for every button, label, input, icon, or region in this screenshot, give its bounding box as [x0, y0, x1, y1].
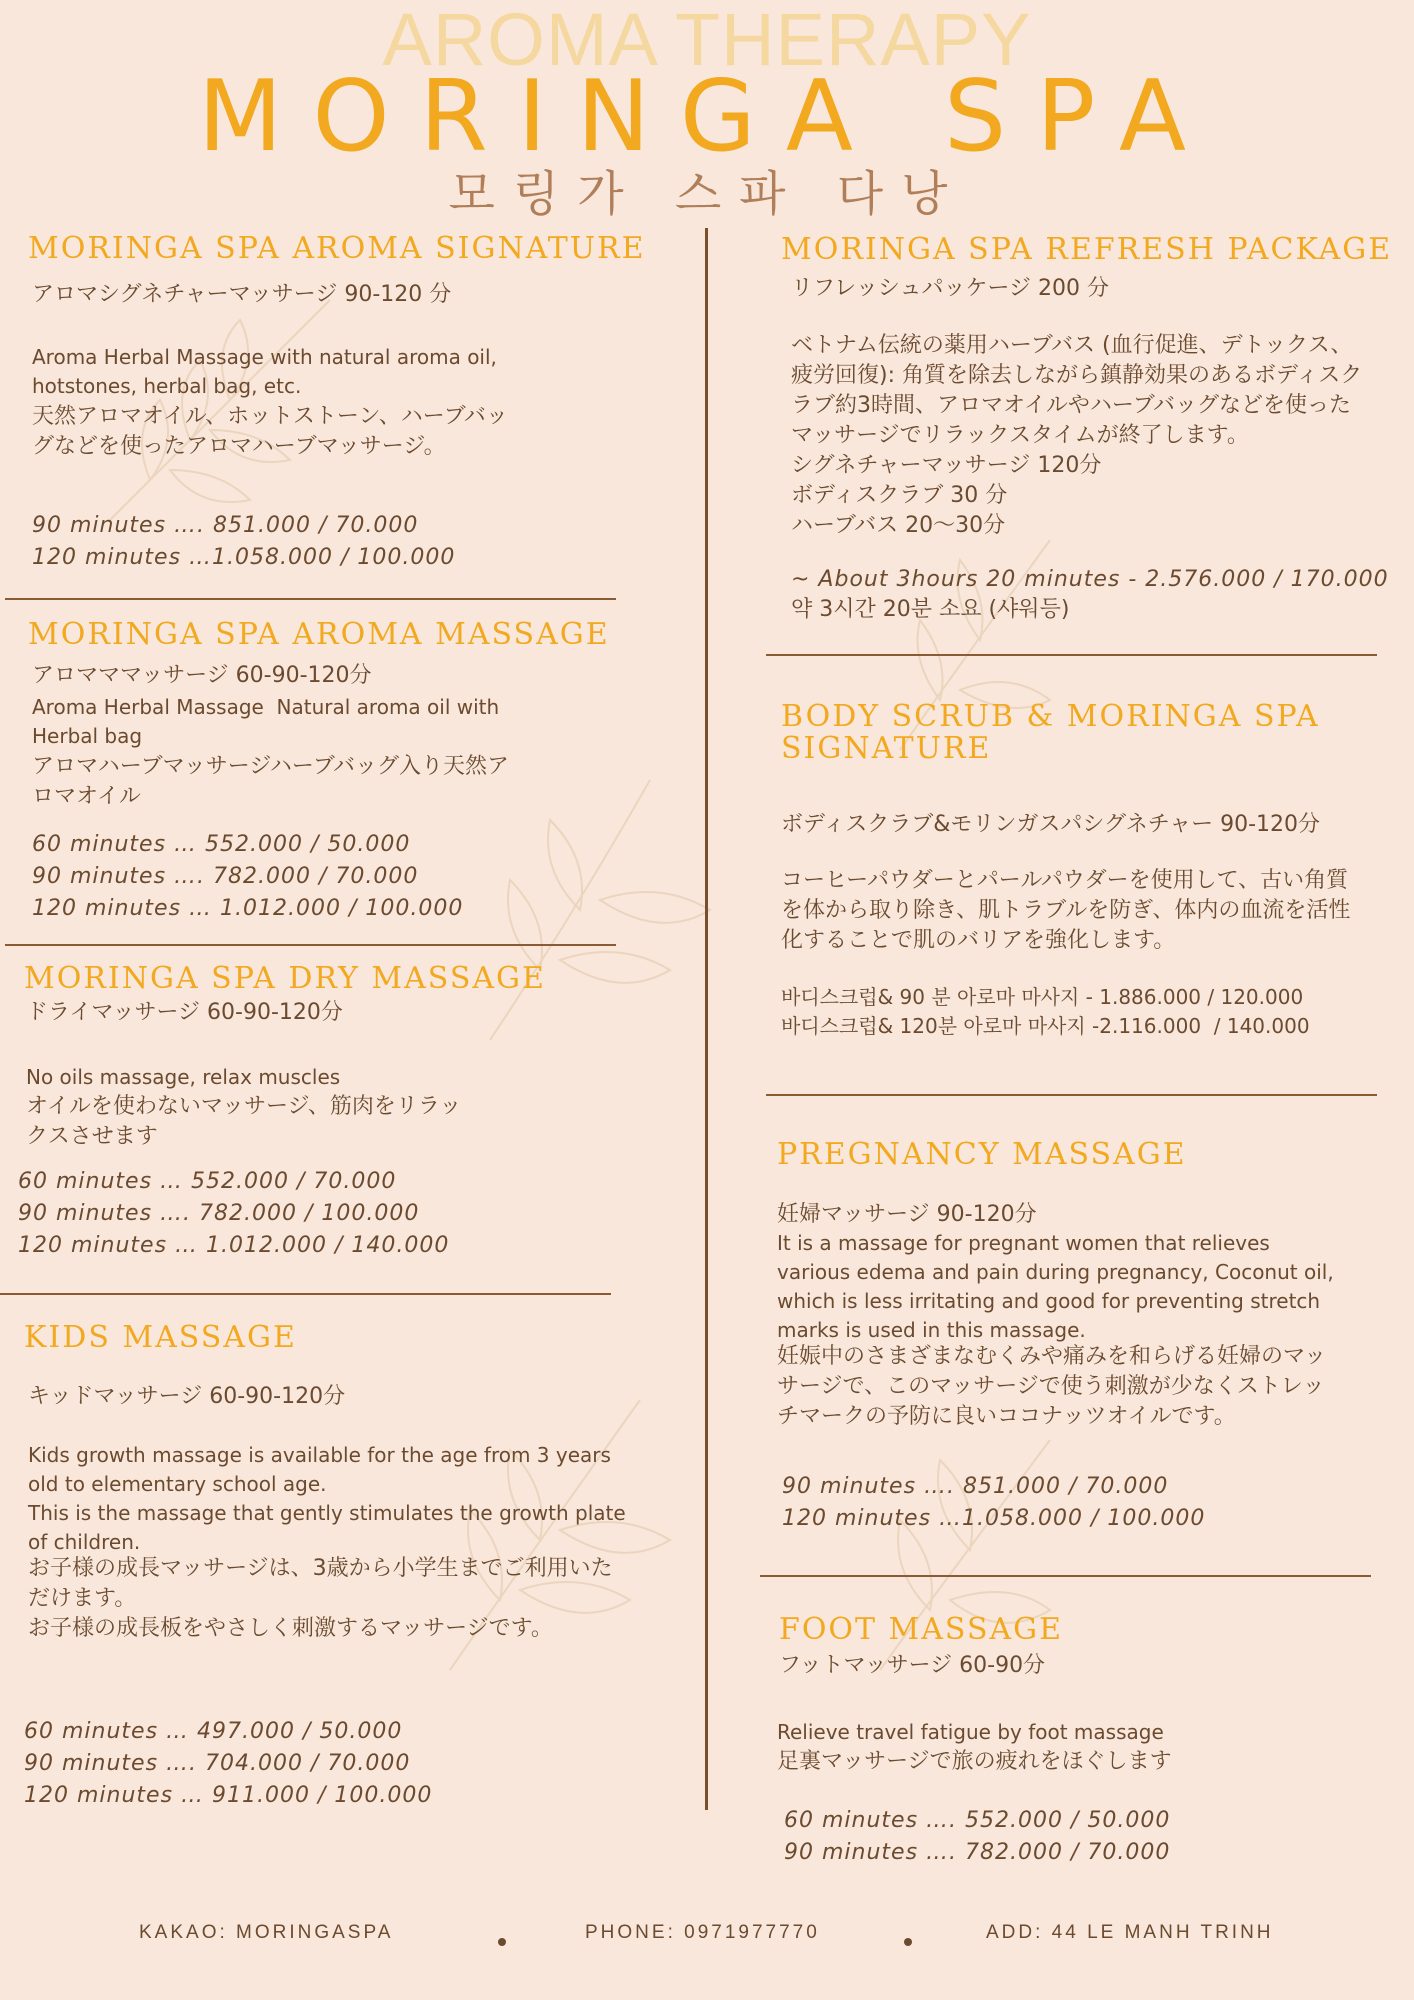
- description-en: No oils massage, relax muscles: [26, 1065, 341, 1089]
- section-title: MORINGA SPA AROMA MASSAGE: [28, 617, 610, 652]
- section-divider: [766, 1094, 1377, 1096]
- price-list: 90 minutes …. 851.000 / 70.000 120 minutes …1.058.000 / 100.000: [32, 513, 456, 570]
- section-title: MORINGA SPA AROMA SIGNATURE: [28, 231, 646, 266]
- header-aroma-therapy: AROMA THERAPY: [382, 0, 1032, 81]
- section-subtitle: 妊婦マッサージ 90-120分: [777, 1202, 1037, 1227]
- price-list: 60 minutes … 552.000 / 70.000 90 minutes …. 782.000 / 100.000 120 minutes … 1.012.000 / 140.000: [18, 1169, 450, 1258]
- price-line: ~ About 3hours 20 minutes - 2.576.000 / 170.000: [791, 567, 1389, 592]
- section-subtitle: フットマッサージ 60-90分: [779, 1653, 1046, 1678]
- price-list: 90 minutes …. 851.000 / 70.000 120 minutes …1.058.000 / 100.000: [782, 1474, 1206, 1531]
- address-contact: ADD: 44 LE MANH TRINH: [986, 1922, 1274, 1943]
- price-list-korean: 바디스크럽& 90 분 아로마 마사지 - 1.886.000 / 120.000 바디스크럽& 120분 아로마 마사지 -2.116.000 / 140.000: [781, 985, 1310, 1038]
- section-divider: [0, 1293, 611, 1295]
- section-title-line2: SIGNATURE: [781, 731, 992, 766]
- description-en: It is a massage for pregnant women that relieves various edema and pain during pregnancy, Coconut oil, which is less irritating and good for preventing stretch marks is used in this massage.: [777, 1231, 1334, 1342]
- description-en: Aroma Herbal Massage with natural aroma oil, hotstones, herbal bag, etc.: [32, 345, 497, 398]
- description-jp: オイルを使わないマッサージ、筋肉をリラッ クスさせます: [26, 1094, 462, 1149]
- description-en: Kids growth massage is available for the age from 3 years old to elementary school age. This is the massage that gently stimulates the growth plate of children.: [28, 1443, 626, 1554]
- description-jp: ベトナム伝統の薬用ハーブバス (血行促進、デトックス、 疲労回復): 角質を除去しながら鎮静効果のあるボディスク ラブ約3時間、アロマオイルやハーブバッグなどを使った マッサージでリラックスタイムが終了します。 シグネチャーマッサージ 120分 ボディスクラブ 30 分 ハーブバス 20〜30分: [791, 333, 1363, 538]
- price-list: 60 minutes … 552.000 / 50.000 90 minutes …. 782.000 / 70.000 120 minutes … 1.012.000 / 100.000: [32, 832, 464, 921]
- description-jp: お子様の成長マッサージは、3歳から小学生までご利用いた だけます。 お子様の成長板をやさしく刺激するマッサージです。: [28, 1556, 613, 1641]
- section-title: PREGNANCY MASSAGE: [777, 1137, 1187, 1172]
- section-title: KIDS MASSAGE: [24, 1320, 297, 1355]
- leaf-decoration-icon: [470, 760, 730, 1060]
- korean-subtitle: 모링가 스파 다낭: [448, 166, 966, 222]
- section-title: FOOT MASSAGE: [779, 1612, 1064, 1647]
- description-jp: 天然アロマオイル、ホットストーン、ハーブバッ グなどを使ったアロマハーブマッサージ。: [32, 404, 508, 459]
- section-divider: [766, 654, 1377, 656]
- section-subtitle: キッドマッサージ 60-90-120分: [28, 1384, 346, 1409]
- section-title: BODY SCRUB & MORINGA SPA: [781, 699, 1320, 734]
- kakao-contact: KAKAO: MORINGASPA: [139, 1922, 394, 1943]
- section-subtitle: ボディスクラブ&モリンガスパシグネチャー 90-120分: [781, 812, 1320, 837]
- price-list: 60 minutes … 497.000 / 50.000 90 minutes …. 704.000 / 70.000 120 minutes … 911.000 / 100.000: [24, 1719, 433, 1808]
- price-list: 60 minutes …. 552.000 / 50.000 90 minutes …. 782.000 / 70.000: [784, 1808, 1171, 1865]
- section-divider: [5, 598, 616, 600]
- section-subtitle: リフレッシュパッケージ 200 分: [791, 276, 1109, 301]
- center-divider: [705, 228, 708, 1810]
- description-en: Relieve travel fatigue by foot massage: [777, 1720, 1164, 1744]
- korean-duration-note: 약 3시간 20분 소요 (샤워등): [791, 597, 1070, 622]
- phone-contact: PHONE: 0971977770: [585, 1922, 820, 1943]
- separator-dot-icon: [904, 1938, 912, 1946]
- section-subtitle: アロマシグネチャーマッサージ 90-120 分: [32, 282, 452, 307]
- description-jp: コーヒーパウダーとパールパウダーを使用して、古い角質 を体から取り除き、肌トラブルを防ぎ、体内の血流を活性 化することで肌のバリアを強化します。: [781, 868, 1351, 953]
- section-title: MORINGA SPA REFRESH PACKAGE: [781, 232, 1393, 267]
- section-divider: [760, 1575, 1371, 1577]
- description-jp: 妊娠中のさまざまなむくみや痛みを和らげる妊婦のマッ サージで、このマッサージで使う刺激が少なくストレッ チマークの予防に良いココナッツオイルです。: [777, 1344, 1327, 1429]
- description-en: Aroma Herbal Massage Natural aroma oil with Herbal bag: [32, 695, 500, 748]
- description-jp: 足裏マッサージで旅の疲れをほぐします: [777, 1749, 1172, 1774]
- section-subtitle: アロマママッサージ 60-90-120分: [32, 663, 372, 688]
- section-divider: [5, 944, 616, 946]
- section-subtitle: ドライマッサージ 60-90-120分: [26, 1000, 343, 1025]
- section-title: MORINGA SPA DRY MASSAGE: [24, 961, 546, 996]
- description-jp: アロマハーブマッサージハーブバッグ入り天然ア ロマオイル: [32, 754, 509, 809]
- spa-brand-title: MORINGA SPA: [197, 60, 1217, 174]
- separator-dot-icon: [498, 1938, 506, 1946]
